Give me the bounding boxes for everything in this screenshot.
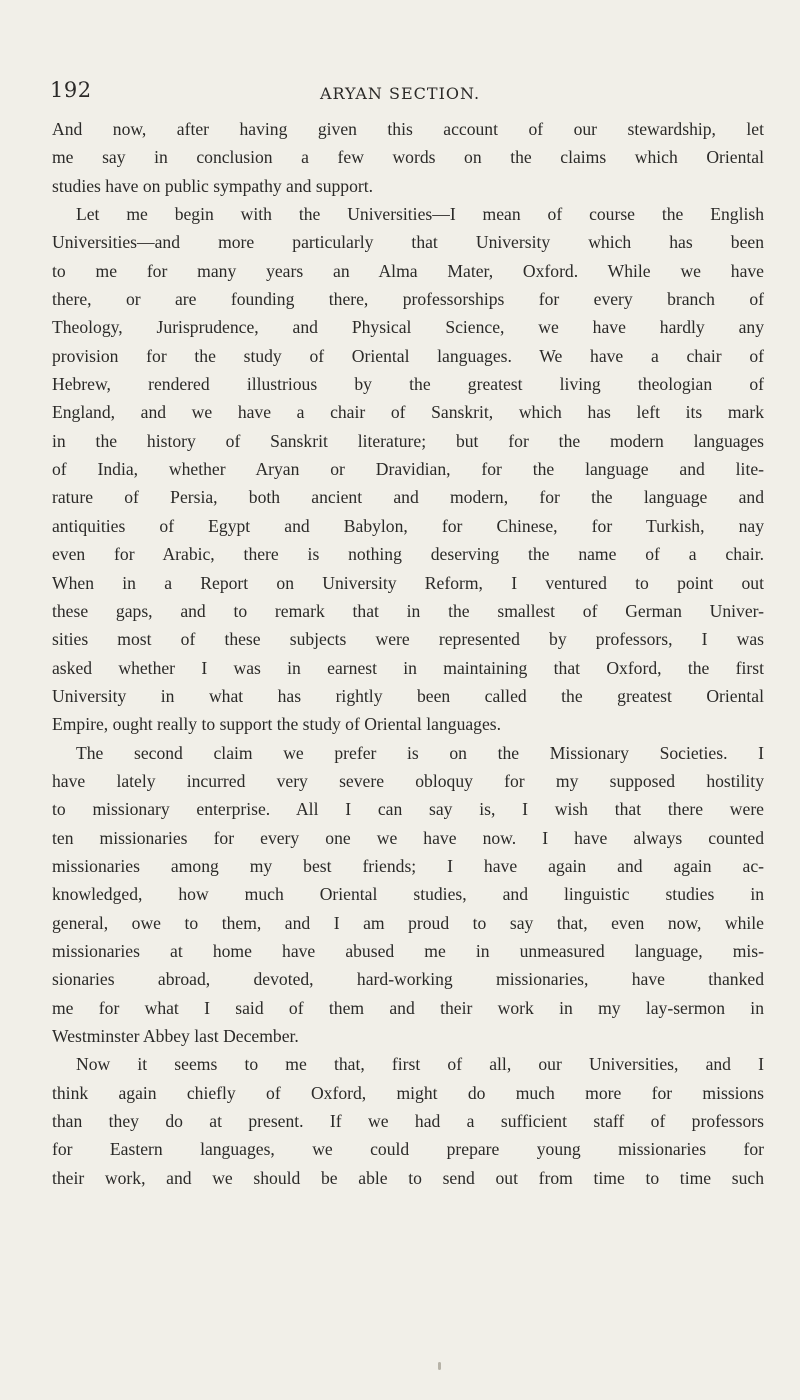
text-line: Empire, ought really to support the study of Oriental languages. (52, 714, 502, 735)
text-line: rature of Persia, both ancient and modern, for the language and (52, 487, 764, 508)
text-line: Hebrew, rendered illustrious by the greatest living theologian of (52, 374, 764, 395)
body-text (52, 115, 764, 1192)
text-line: Universities—and more particularly that University which has been (52, 232, 764, 253)
text-line: studies have on public sympathy and support. (52, 175, 374, 196)
text-line: to me for many years an Alma Mater, Oxford. While we have (52, 260, 764, 281)
text-line: to missionary enterprise. All I can say is, I wish that there were (52, 799, 764, 820)
text-line: me for what I said of them and their work in my lay-sermon in (52, 997, 764, 1018)
text-line: there, or are founding there, professorships for every branch of (52, 289, 764, 310)
text-line: knowledged, how much Oriental studies, and linguistic studies in (52, 884, 764, 905)
text-line: Westminster Abbey last December. (52, 1026, 299, 1046)
text-line: general, owe to them, and I am proud to say that, even now, while (52, 912, 764, 933)
text-line: these gaps, and to remark that in the smallest of German Univer- (52, 600, 764, 621)
text-line: their work, and we should be able to send out from time to time such (52, 1167, 764, 1188)
text-line: Theology, Jurisprudence, and Physical Science, we have hardly any (52, 317, 764, 338)
text-line: ten missionaries for every one we have now. I have always counted (52, 827, 764, 848)
text-line: missionaries at home have abused me in unmeasured language, mis- (52, 940, 764, 961)
text-line: even for Arabic, there is nothing deserving the name of a chair. (52, 544, 764, 565)
text-line: of India, whether Aryan or Dravidian, for the language and lite- (52, 459, 764, 480)
text-line: antiquities of Egypt and Babylon, for Chinese, for Turkish, nay (52, 515, 764, 536)
text-line: England, and we have a chair of Sanskrit, which has left its mark (52, 402, 764, 423)
text-line: provision for the study of Oriental languages. We have a chair of (52, 345, 764, 366)
page-number: 192 (50, 78, 92, 102)
text-line: And now, after having given this account of our stewardship, let (52, 119, 764, 139)
text-line: me say in conclusion a few words on the claims which Oriental (52, 147, 764, 168)
text-line: in the history of Sanskrit literature; but for the modern languages (52, 430, 764, 451)
text-line: than they do at present. If we had a sufficient staff of professors (52, 1111, 764, 1132)
text-line: have lately incurred very severe obloquy for my supposed hostility (52, 770, 764, 791)
text-line: University in what has rightly been called the greatest Oriental (52, 685, 764, 706)
ink-fleck (438, 1362, 441, 1370)
text-line: sities most of these subjects were represented by professors, I was (52, 629, 764, 650)
text-line: missionaries among my best friends; I have again and again ac- (52, 855, 764, 876)
text-line: Let me begin with the Universities—I mean of course the English (76, 204, 764, 225)
text-line: sionaries abroad, devoted, hard-working missionaries, have thanked (52, 969, 764, 990)
text-line: think again chiefly of Oxford, might do much more for missions (52, 1082, 764, 1103)
text-line: for Eastern languages, we could prepare young missionaries for (52, 1139, 764, 1160)
text-line: asked whether I was in earnest in maintaining that Oxford, the first (52, 657, 764, 678)
text-line: Now it seems to me that, first of all, our Universities, and I (76, 1054, 764, 1075)
running-head: ARYAN SECTION. (319, 84, 481, 103)
text-line: When in a Report on University Reform, I ventured to point out (52, 572, 764, 593)
text-line: The second claim we prefer is on the Missionary Societies. I (76, 742, 764, 763)
